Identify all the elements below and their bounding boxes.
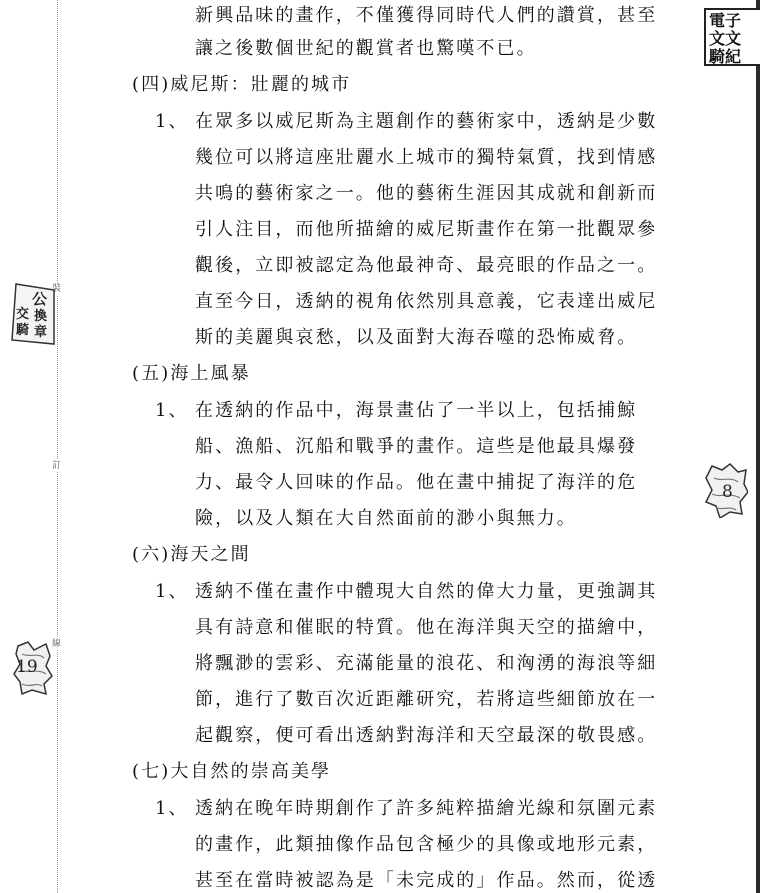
paragraph-line: 在眾多以威尼斯為主題創作的藝術家中，透納是少數 [195,111,658,132]
page-number-left: 19 [16,657,38,677]
paragraph-line: 甚至在當時被認為是「未完成的」作品。然而，從透 [195,870,658,891]
binding-mark-ding: 訂 [52,461,62,471]
paragraph-line: 險，以及人類在大自然面前的渺小與無力。 [195,508,577,529]
paragraph-line: 在透納的作品中，海景畫佔了一半以上，包括捕鯨 [195,400,638,421]
paragraph-line: 透納不僅在畫作中體現大自然的偉大力量，更強調其 [195,581,658,602]
page-edge [756,0,760,893]
paragraph-line: 的畫作，此類抽像作品包含極少的具像或地形元素， [195,834,658,855]
svg-text:章: 章 [34,325,48,340]
paragraph-line: 觀後，立即被認定為他最神奇、最亮眼的作品之一。 [195,255,658,276]
list-item-number: 1、 [155,581,189,602]
svg-text:換: 換 [34,309,48,324]
paragraph-line: 直至今日，透納的視角依然別具意義，它表達出威尼 [195,291,658,312]
paragraph-line: 力、最令人回味的作品。他在畫中捕捉了海洋的危 [195,472,638,493]
paragraph-line: 船、漁船、沉船和戰爭的畫作。這些是他最具爆發 [195,436,638,457]
paragraph-line: 透納在晚年時期創作了許多純粹描繪光線和氛圍元素 [195,798,658,819]
paragraph-line: 讓之後數個世紀的觀賞者也驚嘆不已。 [195,38,537,59]
section-heading: (四)威尼斯：壯麗的城市 [132,74,352,95]
list-item-number: 1、 [155,111,189,132]
paragraph-line: 共鳴的藝術家之一。他的藝術生涯因其成就和創新而 [195,183,658,204]
svg-text:騎: 騎 [16,323,30,338]
section-heading: (五)海上風暴 [132,363,251,384]
binding-mark-zhuang: 裝 [52,284,62,294]
electronic-document-stamp: 電子 文文 騎紀 [704,8,760,66]
paragraph-line: 具有詩意和催眠的特質。他在海洋與天空的描繪中， [195,617,658,638]
exchange-seal-stamp [10,282,56,346]
list-item-number: 1、 [155,798,189,819]
paragraph-line: 將飄渺的雲彩、充滿能量的浪花、和洶湧的海浪等細 [195,653,658,674]
paragraph-line: 新興品味的畫作，不僅獲得同時代人們的讚賞，甚至 [195,5,658,26]
binding-line [57,0,58,893]
section-heading: (六)海天之間 [132,544,251,565]
paragraph-line: 起觀察，便可看出透納對海洋和天空最深的敬畏感。 [195,725,658,746]
paragraph-line: 節，進行了數百次近距離研究，若將這些細節放在一 [195,689,658,710]
section-heading: (七)大自然的崇高美學 [132,761,332,782]
paragraph-line: 引人注目，而他所描繪的威尼斯畫作在第一批觀眾參 [195,219,658,240]
svg-text:公: 公 [32,290,48,308]
svg-text:交: 交 [16,307,30,322]
paragraph-line: 斯的美麗與哀愁，以及面對大海吞噬的恐怖威脅。 [195,327,638,348]
binding-mark-xian: 線 [52,639,62,649]
page-number-right: 8 [722,482,733,502]
list-item-number: 1、 [155,400,189,421]
paragraph-line: 幾位可以將這座壯麗水上城市的獨特氣質，找到情感 [195,147,658,168]
